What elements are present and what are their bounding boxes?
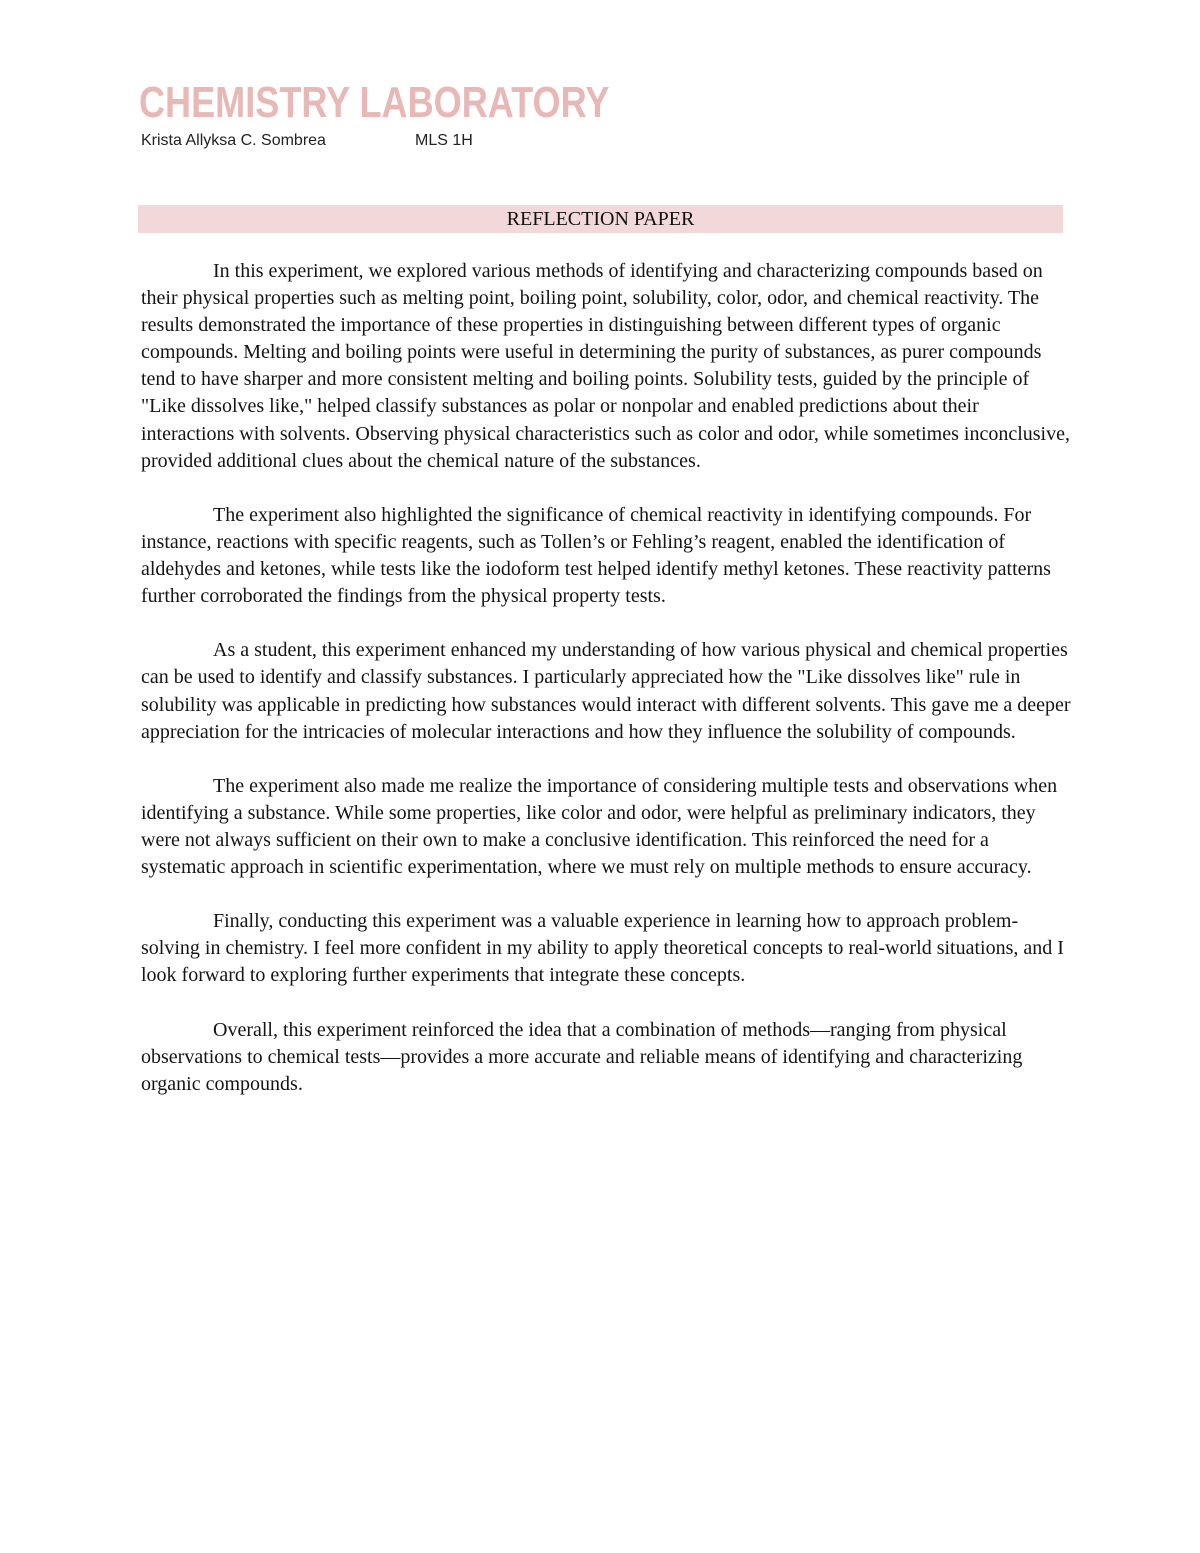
paragraph-1: In this experiment, we explored various methods of identifying and characterizing compounds based on their physical properties such as melting point, boiling point, solubility, color, odor, and chemical reactivity. The results demonstrated the importance of these properties in distinguishing between different types of organic compounds. Melting and boiling points were useful in determining the purity of substances, as purer compounds tend to have sharper and more consistent melting and boiling points. Solubility tests, guided by the principle of "Like dissolves like," helped classify substances as polar or nonpolar and enabled predictions about their interactions with solvents. Observing physical characteristics such as color and odor, while sometimes inconclusive, provided additional clues about the chemical nature of the substances.: [141, 260, 1070, 472]
author-name: Krista Allyksa C. Sombrea: [141, 132, 326, 149]
document-heading: REFLECTION PAPER: [506, 208, 695, 230]
paragraph-4: The experiment also made me realize the importance of considering multiple tests and observations when identifying a substance. While some properties, like color and odor, were helpful as preliminary indicators, they were not always sufficient on their own to make a conclusive identification. This reinforced the need for a systematic approach in scientific experimentation, where we must rely on multiple methods to ensure accuracy.: [141, 774, 1058, 879]
paragraph-2: The experiment also highlighted the significance of chemical reactivity in identifying compounds. For instance, reactions with specific reagents, such as Tollen’s or Fehling’s reagent, enabled the identification of aldehydes and ketones, while tests like the iodoform test helped identify methyl ketones. These reactivity patterns further corroborated the findings from the physical property tests.: [141, 503, 1051, 608]
document-body: [141, 258, 1071, 1125]
author-section: MLS 1H: [415, 132, 473, 149]
paragraph-5: Finally, conducting this experiment was a valuable experience in learning how to approach problem-solving in chemistry. I feel more confident in my ability to apply theoretical concepts to real-world situations, and I look forward to exploring further experiments that integrate these concepts.: [141, 910, 1064, 987]
heading-band: [138, 205, 1063, 233]
paragraph-6: Overall, this experiment reinforced the idea that a combination of methods—ranging from physical observations to chemical tests—provides a more accurate and reliable means of identifying and characterizing organic compounds.: [141, 1018, 1023, 1095]
lab-title: CHEMISTRY LABORATORY: [139, 78, 610, 127]
paragraph-3: As a student, this experiment enhanced my understanding of how various physical and chemical properties can be used to identify and classify substances. I particularly appreciated how the "Like dissolves like" rule in solubility was applicable in predicting how substances would interact with different solvents. This gave me a deeper appreciation for the intricacies of molecular interactions and how they influence the solubility of compounds.: [141, 639, 1071, 743]
